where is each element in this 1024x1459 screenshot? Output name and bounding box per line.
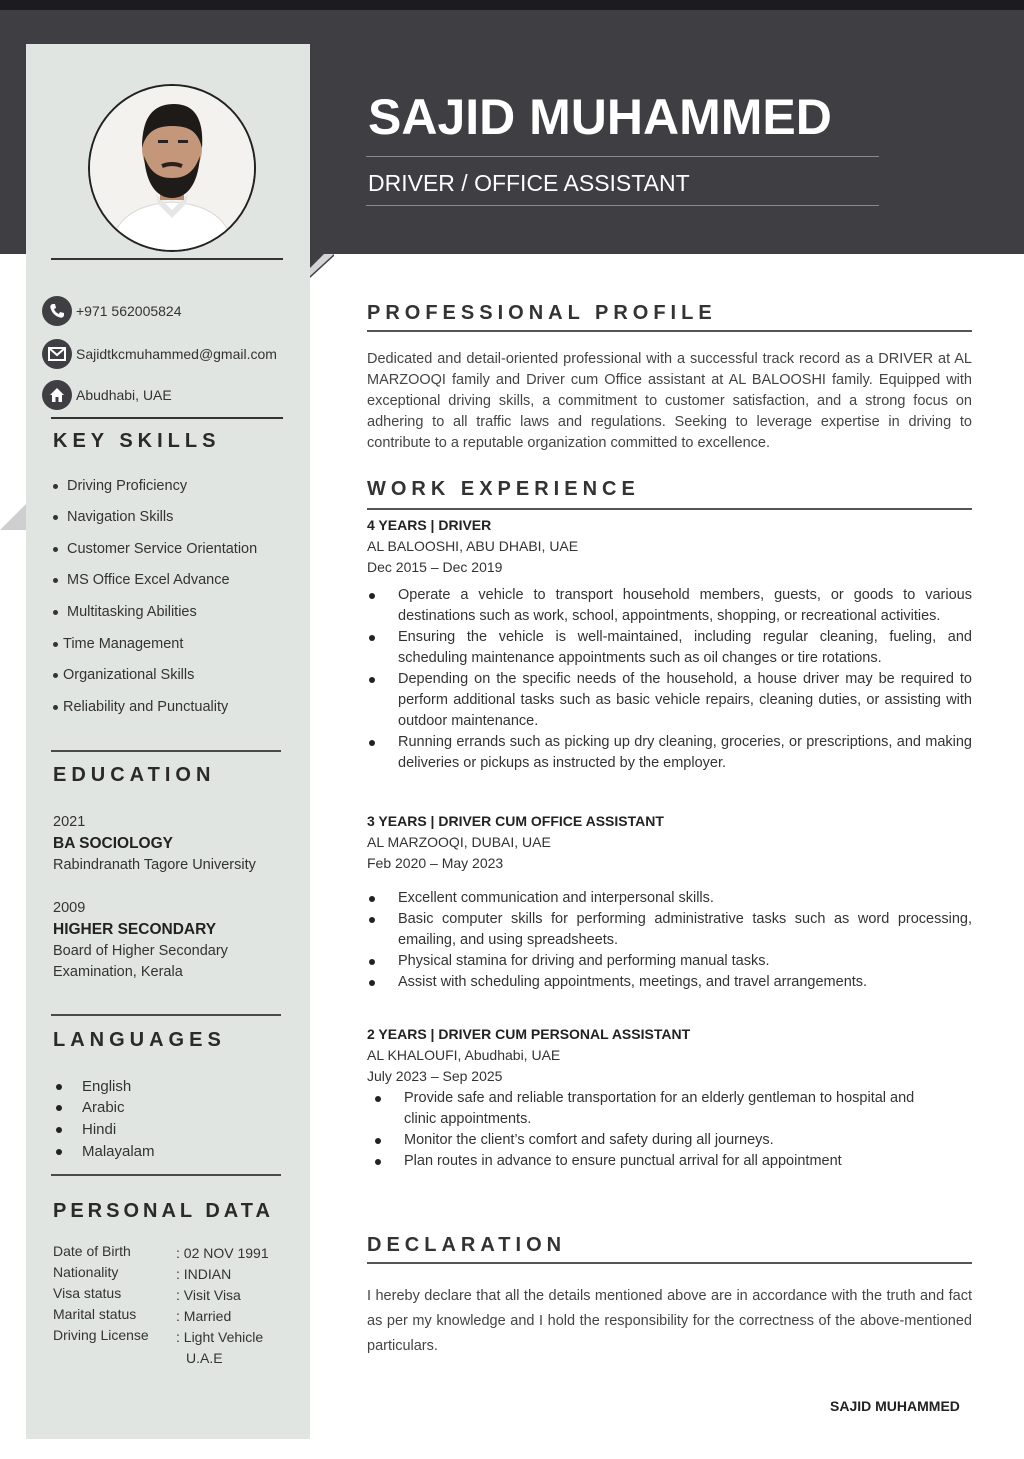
declaration-heading: DECLARATION bbox=[367, 1234, 567, 1256]
email-text: Sajidtkcmuhammed@gmail.com bbox=[76, 346, 277, 362]
job-role: 4 YEARS | DRIVER bbox=[367, 517, 492, 533]
education-item-1 bbox=[53, 812, 256, 876]
divider bbox=[367, 508, 972, 510]
job-1-header bbox=[367, 515, 578, 578]
divider bbox=[367, 1262, 972, 1264]
job-2-bullets bbox=[367, 888, 972, 993]
bullet-item: Ensuring the vehicle is well-maintained, including regular cleaning, fueling, and scheduling maintenance appointments such as oil changes or tire rotations. bbox=[367, 627, 972, 669]
email-icon bbox=[42, 339, 72, 369]
contact-location bbox=[42, 380, 172, 410]
signature: SAJID MUHAMMED bbox=[830, 1398, 960, 1414]
bullet-item: Operate a vehicle to transport household members, guests, or goods to various destinations such as work, school, appointments, shopping, or recreational activities. bbox=[367, 585, 972, 627]
skills-heading: KEY SKILLS bbox=[53, 430, 221, 452]
phone-text: +971 562005824 bbox=[76, 303, 182, 319]
phone-icon bbox=[42, 296, 72, 326]
bullet-item: Provide safe and reliable transportation for an elderly gentleman to hospital and clinic appointments. bbox=[367, 1088, 947, 1130]
skill-item: Organizational Skills bbox=[53, 667, 194, 683]
contact-email[interactable] bbox=[42, 339, 277, 369]
experience-heading: WORK EXPERIENCE bbox=[367, 478, 640, 500]
bullet-item: Assist with scheduling appointments, meetings, and travel arrangements. bbox=[367, 972, 972, 993]
education-heading: EDUCATION bbox=[53, 764, 216, 786]
job-3-bullets bbox=[367, 1088, 947, 1172]
location-text: Abudhabi, UAE bbox=[76, 387, 172, 403]
bullet-item: Excellent communication and interpersonal skills. bbox=[367, 888, 972, 909]
avatar-illustration bbox=[90, 86, 254, 250]
bullet-item: Depending on the specific needs of the household, a house driver may be required to perform additional tasks such as basic vehicle repairs, cleaning duties, or assisting with outdoor maintenance. bbox=[367, 669, 972, 732]
bullet-item: Physical stamina for driving and performing manual tasks. bbox=[367, 951, 972, 972]
skill-item: MS Office Excel Advance bbox=[53, 572, 230, 588]
language-item: English bbox=[56, 1078, 131, 1095]
skill-item: Multitasking Abilities bbox=[53, 604, 197, 620]
declaration-text: I hereby declare that all the details mentioned above are in accordance with the truth and fact as per my knowledge and I hold the responsibility for the correctness of the above-mentioned particulars. bbox=[367, 1288, 972, 1354]
sidebar bbox=[26, 44, 310, 1439]
language-item: Arabic bbox=[56, 1099, 125, 1116]
profile-photo bbox=[88, 84, 256, 252]
divider bbox=[51, 417, 283, 419]
job-company: AL MARZOOQI, DUBAI, UAE bbox=[367, 834, 551, 850]
education-institution-cont: Examination, Kerala bbox=[53, 964, 183, 980]
header-corner bbox=[306, 254, 334, 278]
divider bbox=[51, 1014, 281, 1016]
education-year: 2009 bbox=[53, 900, 86, 916]
skill-item: Navigation Skills bbox=[53, 509, 173, 525]
education-year: 2021 bbox=[53, 814, 86, 830]
divider bbox=[51, 1174, 281, 1176]
job-2-header bbox=[367, 811, 664, 874]
bullet-item: Monitor the client’s comfort and safety during all journeys. bbox=[367, 1130, 947, 1151]
job-period: July 2023 – Sep 2025 bbox=[367, 1068, 503, 1084]
divider bbox=[366, 156, 879, 157]
education-degree: HIGHER SECONDARY bbox=[53, 921, 217, 938]
candidate-name: SAJID MUHAMMED bbox=[368, 89, 832, 145]
job-role: 2 YEARS | DRIVER CUM PERSONAL ASSISTANT bbox=[367, 1026, 691, 1042]
bullet-item: Plan routes in advance to ensure punctual arrival for all appointment bbox=[367, 1151, 947, 1172]
bullet-item: Basic computer skills for performing administrative tasks such as word processing, emailing, and using spreadsheets. bbox=[367, 909, 972, 951]
job-3-header bbox=[367, 1024, 690, 1087]
skill-item: Customer Service Orientation bbox=[53, 541, 257, 557]
skill-item: Reliability and Punctuality bbox=[53, 699, 228, 715]
education-item-2 bbox=[53, 898, 228, 983]
divider bbox=[51, 258, 283, 260]
profile-text: Dedicated and detail-oriented professional with a successful track record as a DRIVER at AL MARZOOQI family and Driver cum Office assistant at AL BALOOSHI family. Equipped with exceptional driving skills, a commitment to customer satisfaction, and a strong focus on adhering to all traffic laws and regulations. Seeking to leverage expertise in driving to contribute to a reputable organization committed to excellence. bbox=[367, 351, 972, 451]
job-period: Dec 2015 – Dec 2019 bbox=[367, 559, 503, 575]
job-title: DRIVER / OFFICE ASSISTANT bbox=[368, 170, 690, 196]
job-period: Feb 2020 – May 2023 bbox=[367, 855, 504, 871]
skill-item: Time Management bbox=[53, 636, 183, 652]
job-role: 3 YEARS | DRIVER CUM OFFICE ASSISTANT bbox=[367, 813, 664, 829]
skill-item: Driving Proficiency bbox=[53, 478, 187, 494]
bullet-item: Running errands such as picking up dry cleaning, groceries, or prescriptions, and making deliveries or pickups as instructed by the employer. bbox=[367, 732, 972, 774]
divider bbox=[51, 750, 281, 752]
contact-phone[interactable] bbox=[42, 296, 182, 326]
languages-heading: LANGUAGES bbox=[53, 1029, 226, 1051]
profile-heading: PROFESSIONAL PROFILE bbox=[367, 302, 717, 324]
education-degree: BA SOCIOLOGY bbox=[53, 835, 173, 852]
job-company: AL BALOOSHI, ABU DHABI, UAE bbox=[367, 538, 579, 554]
job-company: AL KHALOUFI, Abudhabi, UAE bbox=[367, 1047, 561, 1063]
education-institution: Rabindranath Tagore University bbox=[53, 857, 256, 873]
personal-heading: PERSONAL DATA bbox=[53, 1200, 274, 1222]
divider bbox=[367, 330, 972, 332]
job-1-bullets bbox=[367, 585, 972, 774]
language-item: Malayalam bbox=[56, 1143, 155, 1160]
top-strip bbox=[0, 0, 1024, 10]
home-icon bbox=[42, 380, 72, 410]
divider bbox=[366, 205, 879, 206]
education-institution: Board of Higher Secondary bbox=[53, 943, 228, 959]
language-item: Hindi bbox=[56, 1121, 116, 1138]
